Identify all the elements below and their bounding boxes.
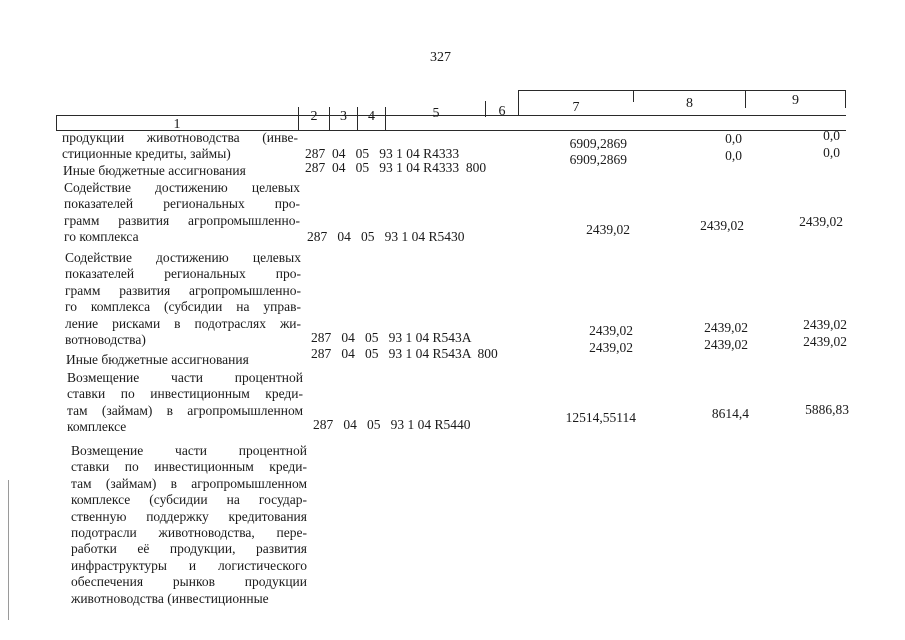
col-header-2: 2 (310, 109, 318, 124)
row-codes: 287 04 05 93 1 04 R5440 (313, 417, 471, 432)
row-codes: 287 04 05 93 1 04 R4333 (305, 146, 460, 161)
col-header-8: 8 (686, 96, 693, 111)
row-value-col9: 2439,02 (803, 317, 847, 332)
row-description-line: Иные бюджетные ассигнования (66, 352, 249, 367)
row-value-col7: 2439,02 (589, 340, 633, 355)
col-header-3: 3 (340, 109, 347, 124)
row-value-col9: 0,0 (823, 145, 840, 160)
row-description-line: комплексе (67, 419, 127, 435)
scan-margin-mark (8, 480, 9, 620)
row-description-line: го комплекса (субсидии на управ- (65, 299, 301, 315)
row-value-col8: 2439,02 (700, 218, 744, 233)
col-header-5: 5 (432, 106, 440, 121)
row-description-line: обеспечения рынков продукции (71, 574, 307, 590)
row-description-line: грамм развития агропромышленно- (64, 212, 300, 228)
row-description-line: инфраструктуры и логистического (71, 557, 307, 573)
row-value-col7: 6909,2869 (569, 136, 627, 151)
row-value-col9: 0,0 (823, 128, 840, 143)
row-description-line: ставки по инвестиционным креди- (71, 459, 307, 475)
row-value-col7: 2439,02 (589, 323, 633, 338)
col-header-6: 6 (498, 104, 506, 119)
row-description-line: животноводства (инвестиционные (71, 590, 269, 606)
row-value-col9: 2439,02 (803, 334, 847, 349)
col-header-1: 1 (173, 117, 181, 132)
row-value-col8: 0,0 (725, 131, 742, 146)
row-value-col7: 6909,2869 (569, 152, 627, 167)
row-description-line: Содействие достижению целевых (65, 250, 301, 265)
row-description-line: вотноводства) (65, 332, 146, 347)
row-description-line: работки её продукции, развития (71, 541, 307, 557)
col-header-9: 9 (792, 93, 799, 108)
row-description-line: там (займам) в агропромышленном (71, 475, 307, 491)
row-description-line: ставки по инвестиционным креди- (67, 386, 303, 402)
page-number: 327 (430, 50, 451, 65)
row-description-line: показателей региональных про- (65, 266, 301, 282)
row-value-col9: 5886,83 (805, 402, 849, 417)
col-header-4: 4 (368, 109, 375, 124)
row-description-line: подотрасли животноводства, пере- (71, 525, 307, 540)
row-description-line: комплексе (субсидии на государ- (71, 492, 307, 508)
row-description-line: ственную поддержку кредитования (71, 508, 307, 524)
row-value-col7: 2439,02 (586, 222, 630, 237)
row-codes: 287 04 05 93 1 04 R543A 800 (311, 346, 498, 361)
row-description-line: продукции животноводства (инве- (62, 130, 298, 145)
row-description-line: грамм развития агропромышленно- (65, 282, 301, 298)
row-value-col8: 0,0 (725, 148, 742, 163)
row-codes: 287 04 05 93 1 04 R5430 (307, 229, 465, 244)
table-header (56, 90, 846, 130)
row-description-line: Возмещение части процентной (67, 370, 303, 385)
row-description-line: Возмещение части процентной (71, 443, 307, 458)
row-value-col8: 8614,4 (711, 406, 749, 421)
row-codes: 287 04 05 93 1 04 R4333 800 (305, 160, 487, 175)
row-description-line: го комплекса (64, 229, 139, 245)
row-description-line: Содействие достижению целевых (64, 180, 300, 195)
row-description-line: стиционные кредиты, займы) (62, 146, 231, 162)
row-codes: 287 04 05 93 1 04 R543A (311, 330, 472, 345)
row-value-col7: 12514,55114 (565, 410, 636, 425)
col-header-7: 7 (572, 100, 580, 115)
row-description-line: показателей региональных про- (64, 196, 300, 212)
row-value-col8: 2439,02 (704, 320, 748, 335)
row-description-line: ление рисками в подотраслях жи- (65, 315, 301, 331)
row-value-col8: 2439,02 (704, 337, 748, 352)
row-description-line: Иные бюджетные ассигнования (63, 163, 246, 178)
row-value-col9: 2439,02 (799, 214, 843, 229)
row-description-line: там (займам) в агропромышленном (67, 402, 303, 418)
